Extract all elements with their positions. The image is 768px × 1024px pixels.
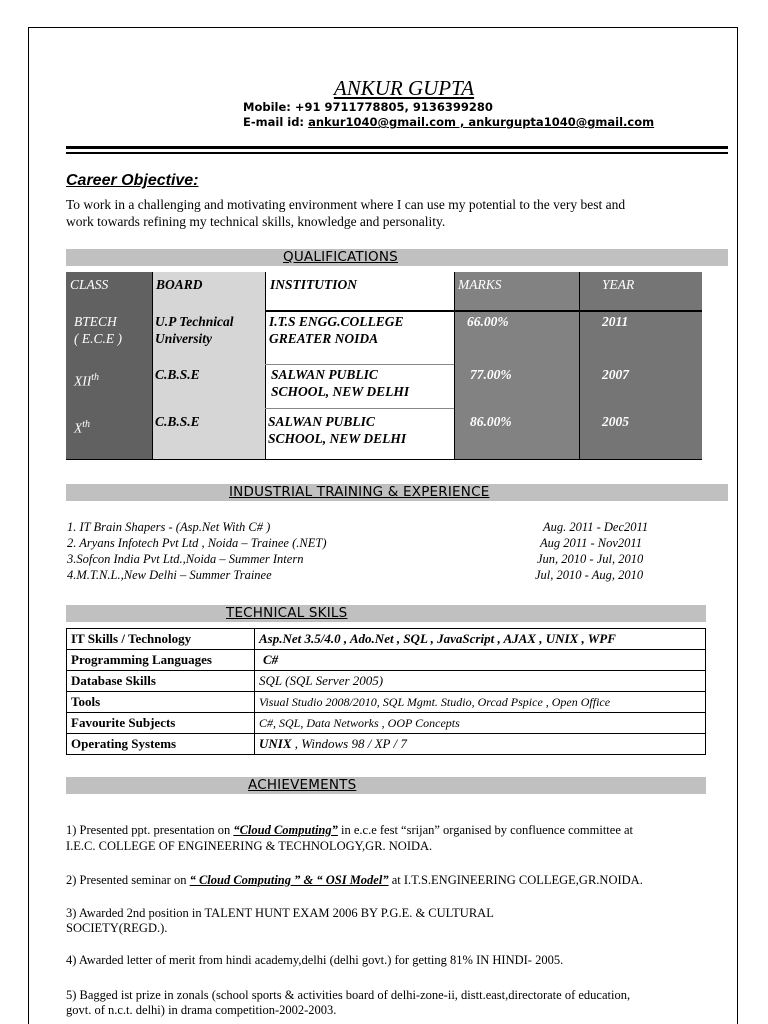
row3-board: C.B.S.E	[155, 414, 200, 429]
skill-key: Favourite Subjects	[67, 713, 255, 734]
header-year: YEAR	[602, 277, 635, 292]
achievement-1-topic: “Cloud Computing”	[233, 823, 338, 837]
training-date-4: Jul, 2010 - Aug, 2010	[535, 568, 644, 582]
training-date-2: Aug 2011 - Nov2011	[540, 536, 642, 550]
training-item-3: 3.Sofcon India Pvt Ltd.,Noida – Summer Intern	[67, 552, 304, 566]
table-row	[67, 671, 706, 692]
row3-institution	[268, 413, 406, 447]
row3-marks: 86.00%	[470, 414, 512, 429]
achievement-1	[66, 822, 633, 838]
achievement-4: 4) Awarded letter of merit from hindi academy,delhi (delhi govt.) for getting 81% IN HINDI- 2005.	[66, 953, 564, 967]
skill-key: Tools	[67, 692, 255, 713]
table-row	[67, 713, 706, 734]
mobile-label: Mobile:	[243, 100, 291, 114]
row1-board	[155, 313, 234, 347]
achievement-3: 3) Awarded 2nd position in TALENT HUNT EXAM 2006 BY P.G.E. & CULTURAL	[66, 906, 494, 920]
achievement-2-topic: “ Cloud Computing ” & “ OSI Model”	[189, 873, 389, 887]
table-row	[67, 650, 706, 671]
skill-value: Asp.Net 3.5/4.0 , Ado.Net , SQL , JavaScript , AJAX , UNIX , WPF	[255, 629, 706, 650]
candidate-name: ANKUR GUPTA	[333, 76, 475, 100]
col-divider	[265, 272, 266, 460]
career-objective-line-1: To work in a challenging and motivating environment where I can use my potential to the very best and	[66, 197, 626, 212]
achievement-2-text: 2) Presented seminar on	[66, 873, 190, 887]
row3-class-superscript: th	[82, 419, 91, 430]
achievement-1-text: 1) Presented ppt. presentation on	[66, 823, 234, 837]
row2-institution-line1: SALWAN PUBLIC	[271, 367, 378, 382]
row3-institution-line2: SCHOOL, NEW DELHI	[268, 431, 407, 446]
training-item-1: 1. IT Brain Shapers - (Asp.Net With C# )	[67, 520, 271, 534]
career-objective-heading: Career Objective:	[66, 172, 199, 189]
skill-value: SQL (SQL Server 2005)	[255, 671, 706, 692]
technical-heading: TECHNICAL SKILS	[226, 605, 348, 621]
row2-class-superscript: th	[91, 372, 100, 383]
row3-class-name: X	[74, 420, 83, 436]
table-row	[67, 734, 706, 755]
achievement-2	[66, 872, 643, 888]
row1-year: 2011	[602, 314, 629, 329]
achievement-3-line-2: SOCIETY(REGD.).	[66, 921, 168, 935]
row1-class-branch: ( E.C.E )	[74, 331, 122, 346]
mobile-line	[243, 100, 493, 114]
row1-institution-line1: I.T.S ENGG.COLLEGE	[269, 314, 404, 329]
email-line	[243, 115, 654, 129]
skill-key: Database Skills	[67, 671, 255, 692]
skill-value-bold: UNIX	[259, 736, 292, 751]
row1-board-line2: University	[155, 331, 212, 346]
row-divider	[265, 408, 454, 409]
row2-board: C.B.S.E	[155, 367, 200, 382]
header-board: BOARD	[156, 277, 203, 292]
row1-marks: 66.00%	[467, 314, 509, 329]
achievement-2-text-end: at I.T.S.ENGINEERING COLLEGE,GR.NOIDA.	[388, 873, 643, 887]
email-link[interactable]: ankur1040@gmail.com , ankurgupta1040@gmail.com	[308, 115, 655, 129]
row3-class	[74, 416, 90, 437]
mobile-number: +91 9711778805, 9136399280	[294, 100, 493, 114]
row2-class	[74, 369, 99, 390]
achievement-5: 5) Bagged ist prize in zonals (school sports & activities board of delhi-zone-ii, distt.east,directorate of education,	[66, 988, 631, 1002]
row2-marks: 77.00%	[470, 367, 512, 382]
row1-institution	[269, 313, 404, 347]
header-marks: MARKS	[458, 277, 502, 292]
achievement-5-line-2: govt. of n.c.t. delhi) in drama competition-2002-2003.	[66, 1003, 337, 1017]
table-row	[67, 692, 706, 713]
career-objective-line-2: work towards refining my technical skills, knowledge and personality.	[66, 214, 446, 229]
skill-value: Visual Studio 2008/2010, SQL Mgmt. Studio, Orcad Pspice , Open Office	[255, 692, 706, 713]
row2-institution-line2: SCHOOL, NEW DELHI	[271, 384, 410, 399]
row1-class-name: BTECH	[74, 314, 117, 329]
technical-skills-table	[66, 628, 706, 755]
achievements-bar	[66, 777, 706, 794]
training-heading: INDUSTRIAL TRAINING & EXPERIENCE	[229, 484, 490, 500]
row1-institution-line2: GREATER NOIDA	[269, 331, 379, 346]
row1-class	[74, 313, 122, 347]
col-divider	[579, 272, 580, 460]
row2-year: 2007	[602, 367, 629, 382]
skill-value: C#, SQL, Data Networks , OOP Concepts	[255, 713, 706, 734]
training-date-3: Jun, 2010 - Jul, 2010	[537, 552, 644, 566]
col-divider	[454, 272, 455, 460]
row3-institution-line1: SALWAN PUBLIC	[268, 414, 375, 429]
col-divider	[152, 272, 153, 460]
skill-value-rest: , Windows 98 / XP / 7	[291, 736, 407, 751]
header-institution: INSTITUTION	[270, 277, 358, 292]
training-item-4: 4.M.T.N.L.,New Delhi – Summer Trainee	[67, 568, 272, 582]
achievement-1-text-end: in e.c.e fest “srijan” organised by confluence committee at	[337, 823, 634, 837]
table-row	[67, 629, 706, 650]
training-date-1: Aug. 2011 - Dec2011	[543, 520, 649, 534]
email-label: E-mail id:	[243, 115, 305, 129]
skill-key: Operating Systems	[67, 734, 255, 755]
row3-year: 2005	[602, 414, 629, 429]
skill-value	[255, 734, 706, 755]
technical-bar	[66, 605, 706, 622]
header-divider-thin	[66, 152, 728, 154]
header-divider-thick	[66, 146, 728, 149]
achievement-1-line-2: I.E.C. COLLEGE OF ENGINEERING & TECHNOLOGY,GR. NOIDA.	[66, 839, 433, 853]
skill-key: IT Skills / Technology	[67, 629, 255, 650]
row1-board-line1: U.P Technical	[155, 314, 234, 329]
row2-class-name: XII	[74, 373, 92, 389]
qualifications-heading: QUALIFICATIONS	[283, 249, 398, 265]
header-class: CLASS	[70, 277, 109, 292]
row2-institution	[271, 366, 409, 400]
header-row-divider	[265, 310, 702, 312]
skill-value: C#	[255, 650, 706, 671]
skill-key: Programming Languages	[67, 650, 255, 671]
training-item-2: 2. Aryans Infotech Pvt Ltd , Noida – Trainee (.NET)	[67, 536, 327, 550]
achievements-heading: ACHIEVEMENTS	[248, 777, 357, 793]
row-divider	[265, 364, 454, 365]
